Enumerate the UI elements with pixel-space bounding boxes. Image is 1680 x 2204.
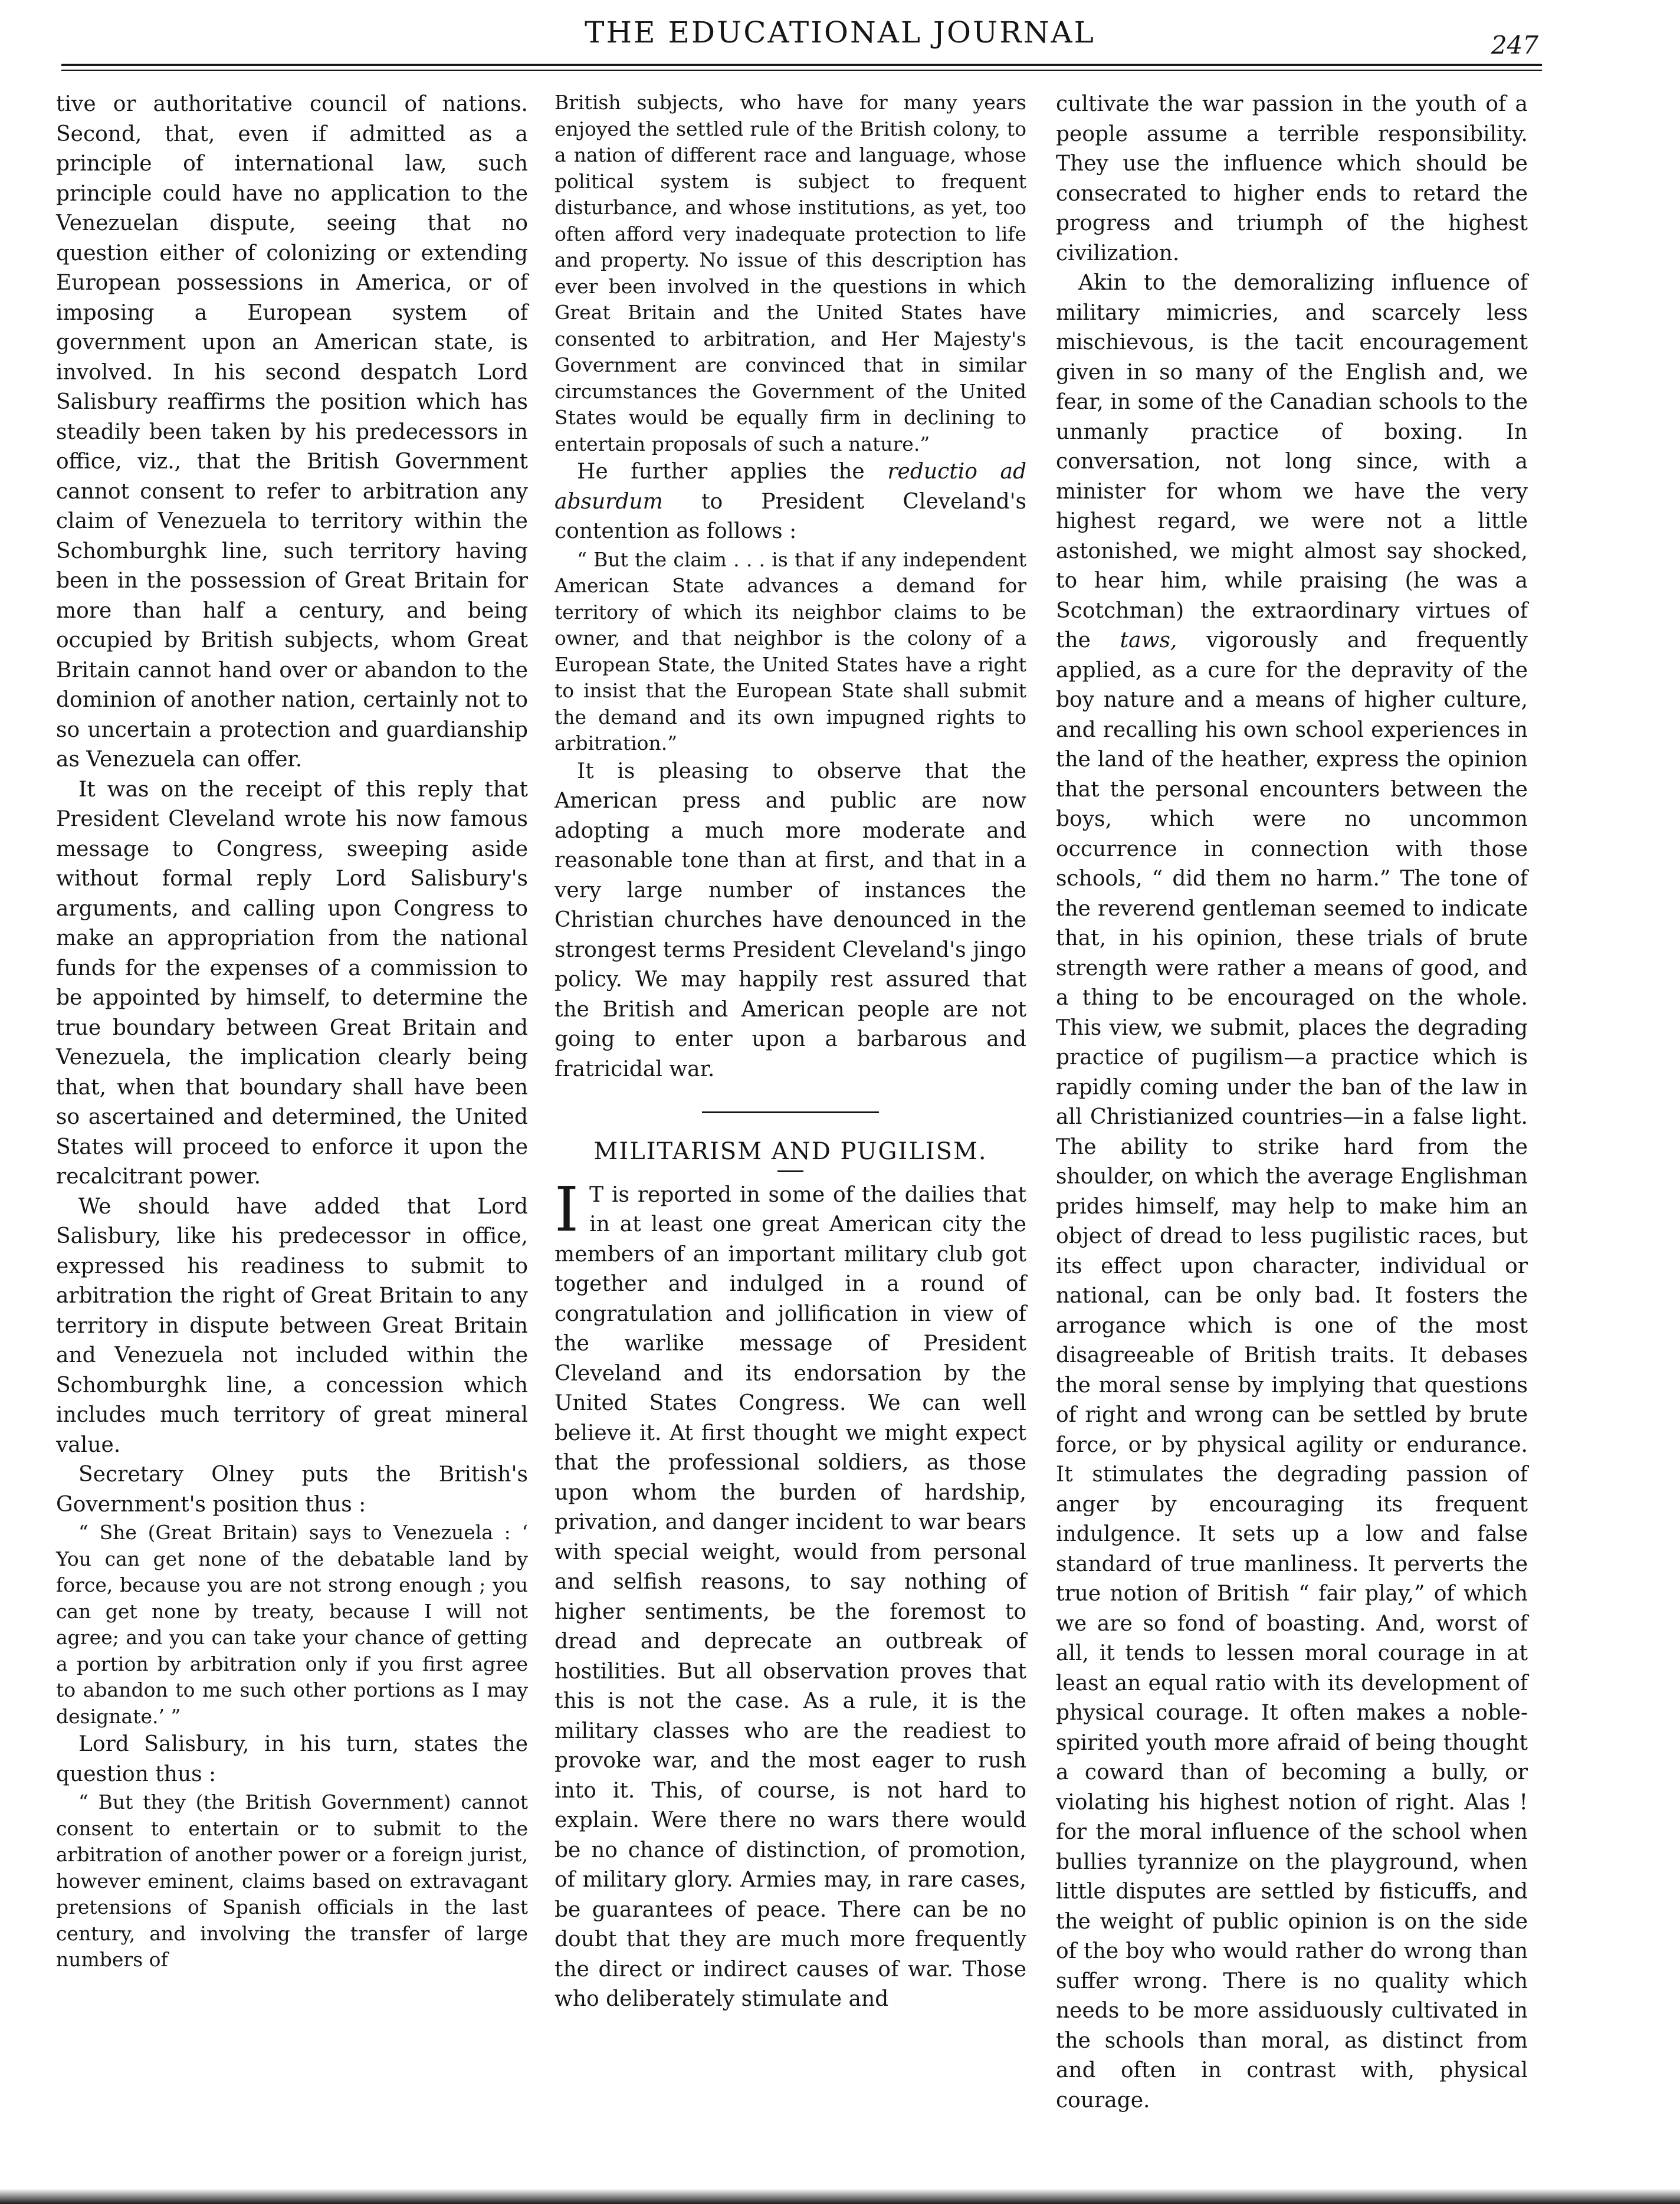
section-divider: [702, 1111, 879, 1113]
header-rule-thin: [61, 70, 1542, 71]
italic-phrase: reductio ad absurdum: [554, 460, 1026, 514]
quotation: British subjects, who have for many years enjoyed the settled rule of the British colony, to a nation of different race and language, whose political system is subject to frequent disturbance, and whose institutions, as yet, too often afford very inadequate protection to life and property. No issue of this description has ever been involved in the questions in which Great Britain and the United States have consented to arbitration, and Her Majesty's Government are convinced that in similar circumstances the Government of the United States would be equally firm in declining to entertain proposals of such a nature.”: [554, 91, 1026, 455]
page-number: 247: [1491, 31, 1538, 60]
paragraph-text: T is reported in some of the dailies that in at least one great American city the members of an important military club got together and indulged in a round of congratulation and jollification in view of the warlike message of President Cleveland and its endorsation by the United States Congress. We can well believe it. At first thought we might expect that the professional soldiers, as those upon whom the burden of hardship, privation, and danger incident to war bears with special weight, would from personal and selfish reasons, to say nothing of higher sentiments, be the foremost to dread and deprecate an outbreak of hostilities. But all observation proves that this is not the case. As a rule, it is the military classes who are the readiest to provoke war, and the most eager to rush into it. This, of course, is not hard to explain. Were there no wars there would be no chance of distinction, of promotion, of military glory. Armies may, in rare cases, be guarantees of peace. There can be no doubt that they are much more frequently the direct or indirect causes of war. Those who deliberately stimulate and: [554, 1182, 1026, 2011]
column-right: [1056, 90, 1528, 2116]
paragraph: tive or authoritative council of nations. Second, that, even if admitted as a principle of international law, such principle could have no application to the Venezuelan dispute, seeing that no question either of colonizing or extending European possessions in America, or of imposing a European system of government upon an American state, is involved. In his second despatch Lord Salisbury reaffirms the position which has steadily been taken by his predecessors in office, viz., that the British Government cannot consent to refer to arbitration any claim of Venezuela to territory within the Schomburghk line, such territory having been in the possession of Great Britain for more than half a century, and being occupied by British subjects, whom Great Britain cannot hand over or abandon to the dominion of another nation, certainly not to so uncertain a protection and guardianship as Venezuela can offer.: [56, 92, 528, 772]
paragraph: It is pleasing to observe that the American press and public are now adopting a much more moderate and reasonable tone than at first, and that in a very large number of instances the Christian churches have denounced in the strongest terms President Cleveland's jingo policy. We may happily rest assured that the British and American people are not going to enter upon a barbarous and fratricidal war.: [554, 759, 1026, 1081]
heading-dash: [777, 1170, 803, 1172]
paragraph: [554, 457, 1026, 547]
paragraph: cultivate the war passion in the youth of a people assume a terrible responsibility. They use the influence which should be consecrated to higher ends to retard the progress and triumph of the highest civilization.: [1056, 92, 1528, 265]
journal-title: THE EDUCATIONAL JOURNAL: [585, 15, 1095, 50]
quotation: “ She (Great Britain) says to Venezuela : ‘ You can get none of the debatable land by force, because you are not strong enough ; you can get none by treaty, because I will not agree; and you can take your chance of getting a portion by arbitration only if you first agree to abandon to me such other portions as I may designate.’ ”: [56, 1521, 528, 1728]
quotation: “ But the claim . . . is that if any independent American State advances a demand for territory of which its neighbor claims to be owner, and that neighbor is the colony of a European State, the United States have a right to insist that the European State shall submit the demand and its own impugned rights to arbitration.”: [554, 547, 1026, 755]
quotation: “ But they (the British Government) cannot consent to entertain or to submit to the arbitration of another power or a foreign jurist, however eminent, claims based on extravagant pretensions of Spanish officials in the last century, and involving the transfer of large numbers of: [56, 1790, 528, 1971]
paragraph: [1056, 268, 1528, 2116]
paragraph-text: vigorously and frequently applied, as a cure for the depravity of the boy nature and a means of higher culture, and recalling his own school experiences in the land of the heather, express the opinion that the personal encounters between the boys, which were no uncommon occurrence in connection with those schools, “ did them no harm.” The tone of the reverend gentleman seemed to indicate that, in his opinion, these trials of brute strength were rather a means of good, and a thing to be encouraged on the whole. This view, we submit, places the degrading practice of pugilism—a practice which is rapidly coming under the ban of the law in all Christianized countries—in a false light. The ability to strike hard from the shoulder, on which the average Englishman prides himself, may help to make him an object of dread to less pugilistic races, but its effect upon character, individual or national, can be only bad. It fosters the arrogance which is one of the most disagreeable of British traits. It debases the moral sense by implying that questions of right and wrong can be settled by brute force, or by physical agility or endurance.: [1056, 628, 1528, 1457]
drop-cap: I: [554, 1173, 579, 1245]
paragraph-text: It stimulates the degrading passion of anger by encouraging its frequent indulgence. It sets up a low and false standard of true manliness. It perverts the true notion of British “ fair play,” of which we are so fond of boasting. And, worst of all, it tends to lessen moral courage in at least an equal ratio with its development of physical courage. It often makes a noble-spirited youth more afraid of being thought a coward than of becoming a bully, or violating his highest notion of right. Alas ! for the moral influence of the school when bullies tyrannize on the playground, when little disputes are settled by fisticuffs, and the weight of public opinion is on the side of the boy who would rather do wrong than suffer wrong. There is no quality which needs to be more assiduously cultivated in the schools than moral, as distinct from and often in contrast with, physical courage.: [1056, 1462, 1528, 2113]
section-heading: MILITARISM AND PUGILISM.: [593, 1138, 987, 1165]
paragraph-text: He further applies the: [577, 460, 865, 484]
column-left: [56, 90, 528, 1973]
scan-edge-shadow: [0, 2189, 1680, 2204]
italic-word: taws,: [1120, 628, 1177, 652]
paragraph: Lord Salisbury, in his turn, states the question thus :: [56, 1732, 528, 1786]
paragraph: We should have added that Lord Salisbury, like his predecessor in office, expressed his readiness to submit to arbitration the right of Great Britain to any territory in dispute between Great Britain and Venezuela not included within the Schomburghk line, a concession which includes much territory of great mineral value.: [56, 1194, 528, 1457]
paragraph: Secretary Olney puts the British's Government's position thus :: [56, 1462, 528, 1517]
paragraph-text: Akin to the demoralizing influence of military mimicries, and scarcely less mischievous, is the tacit encouragement given in so many of the English and, we fear, in some of the Canadian schools to the unmanly practice of boxing. In conversation, not long since, with a minister for whom we have the very highest regard, we were not a little astonished, we might almost say shocked, to hear him, while praising (he was a Scotchman) the extraordinary virtues of the: [1056, 271, 1528, 652]
paragraph: [554, 1173, 1026, 2015]
paragraph: It was on the receipt of this reply that President Cleveland wrote his now famous message to Congress, sweeping aside without formal reply Lord Salisbury's arguments, and calling upon Congress to make an appropriation from the national funds for the expenses of a commission to be appointed by himself, to determine the true boundary between Great Britain and Venezuela, the implication clearly being that, when that boundary shall have been so ascertained and determined, the United States will proceed to enforce it upon the recalcitrant power.: [56, 777, 528, 1189]
header-rule-thick: [61, 64, 1542, 66]
page-header: [0, 0, 1680, 71]
paragraph-text: to President Cleveland's contention as follows :: [554, 489, 1026, 543]
column-middle: [554, 90, 1026, 2015]
